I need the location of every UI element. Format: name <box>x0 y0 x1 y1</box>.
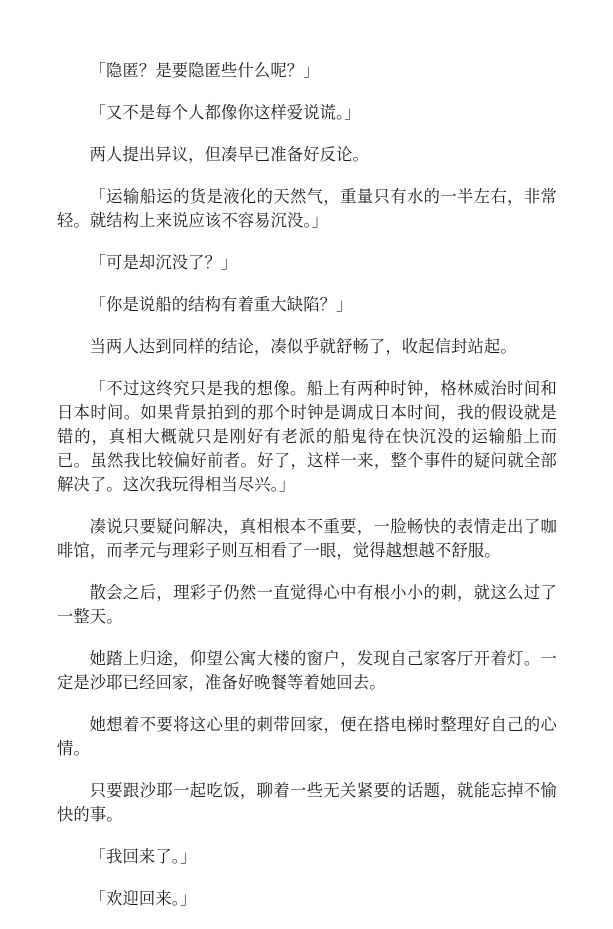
paragraph: 她踏上归途，仰望公寓大楼的窗户，发现自己家客厅开着灯。一定是沙耶已经回家，准备好晚餐等着她回去。 <box>57 649 557 692</box>
paragraph: 「又不是每个人都像你这样爱说谎。」 <box>89 103 361 122</box>
paragraph: 「你是说船的结构有着重大缺陷？」 <box>89 295 353 314</box>
paragraph: 只要跟沙耶一起吃饭，聊着一些无关紧要的话题，就能忘掉不愉快的事。 <box>57 781 557 824</box>
paragraph: 「我回来了。」 <box>89 847 197 866</box>
paragraph: 散会之后，理彩子仍然一直觉得心中有根小小的刺，就这么过了一整天。 <box>57 583 557 626</box>
paragraph: 当两人达到同样的结论，凑似乎就舒畅了，收起信封站起。 <box>89 337 517 356</box>
paragraph: 「运输船运的货是液化的天然气，重量只有水的一半左右，非常轻。就结构上来说应该不容易沉没。」 <box>57 187 557 230</box>
paragraph: 「欢迎回来。」 <box>89 889 197 908</box>
paragraph: 她想着不要将这心里的刺带回家，便在搭电梯时整理好自己的心情。 <box>57 715 557 758</box>
paragraph: 「隐匿？是要隐匿些什么呢？」 <box>89 61 320 80</box>
text-body <box>57 59 557 929</box>
paragraph: 两人提出异议，但凑早已准备好反论。 <box>89 145 369 164</box>
paragraph: 「不过这终究只是我的想像。船上有两种时钟，格林威治时间和日本时间。如果背景拍到的那个时钟是调成日本时间，我的假设就是错的，真相大概就只是刚好有老派的船鬼待在快沉没的运输船上而已。虽然我比较偏好前者。好了，这样一来，整个事件的疑问就全部解决了。这次我玩得相当尽兴。」 <box>57 379 557 494</box>
paragraph: 「可是却沉没了？」 <box>89 253 238 272</box>
paragraph: 凑说只要疑问解决，真相根本不重要，一脸畅快的表情走出了咖啡馆，而孝元与理彩子则互相看了一眼，觉得越想越不舒服。 <box>57 517 557 560</box>
